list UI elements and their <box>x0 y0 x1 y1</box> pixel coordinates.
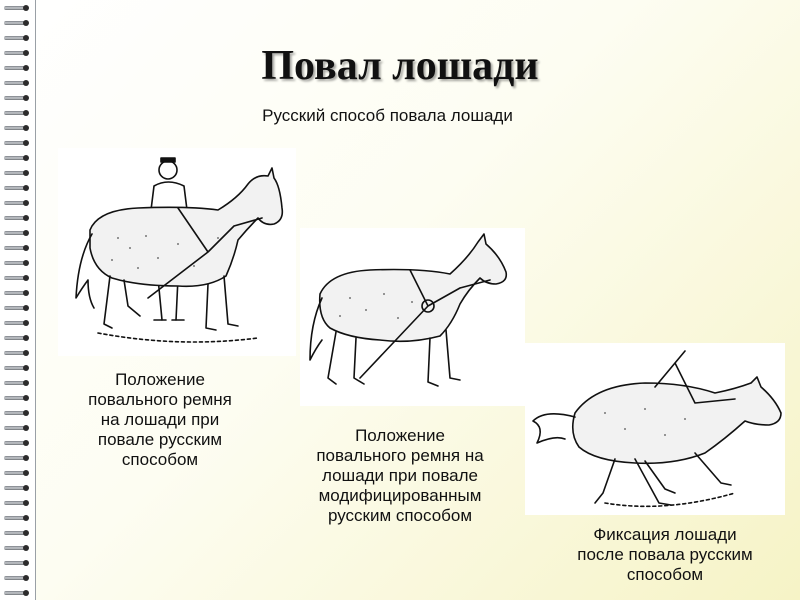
binding-hole <box>23 590 29 596</box>
binding-hole <box>23 470 29 476</box>
figure-caption-2: Положение повального ремня на лошади при повале модифицированным русским способом <box>316 426 484 525</box>
slide-subtitle: Русский способ повала лошади <box>262 106 513 125</box>
binding-hole <box>23 350 29 356</box>
binding-hole <box>23 245 29 251</box>
binding-hole <box>23 80 29 86</box>
binding-hole <box>23 455 29 461</box>
binding-hole <box>23 260 29 266</box>
binding-hole <box>23 275 29 281</box>
binding-hole <box>23 290 29 296</box>
binding-hole <box>23 560 29 566</box>
binding-hole <box>23 305 29 311</box>
binding-hole <box>23 485 29 491</box>
binding-hole <box>23 95 29 101</box>
binding-hole <box>23 35 29 41</box>
binding-hole <box>23 125 29 131</box>
binding-hole <box>23 395 29 401</box>
binding-hole <box>23 545 29 551</box>
binding-hole <box>23 335 29 341</box>
binding-hole <box>23 530 29 536</box>
figure-caption-1: Положение повального ремня на лошади при повале русским способом <box>88 370 232 469</box>
horse-fallen-fixed-illustration <box>525 343 785 515</box>
spiral-binding <box>0 0 36 600</box>
binding-hole <box>23 380 29 386</box>
binding-hole <box>23 5 29 11</box>
binding-hole <box>23 365 29 371</box>
binding-hole <box>23 50 29 56</box>
horse-standing-strapped-illustration <box>300 228 525 406</box>
binding-hole <box>23 200 29 206</box>
horse-with-handler-illustration <box>58 148 296 356</box>
binding-hole <box>23 230 29 236</box>
binding-hole <box>23 515 29 521</box>
binding-hole <box>23 575 29 581</box>
binding-hole <box>23 425 29 431</box>
binding-hole <box>23 185 29 191</box>
slide-title: Повал лошади <box>261 43 539 89</box>
binding-hole <box>23 155 29 161</box>
binding-hole <box>23 215 29 221</box>
binding-hole <box>23 500 29 506</box>
figure-caption-3: Фиксация лошади после повала русским способом <box>577 525 753 584</box>
binding-hole <box>23 65 29 71</box>
binding-hole <box>23 410 29 416</box>
binding-hole <box>23 20 29 26</box>
binding-hole <box>23 110 29 116</box>
binding-hole <box>23 440 29 446</box>
binding-hole <box>23 170 29 176</box>
binding-hole <box>23 320 29 326</box>
binding-hole <box>23 140 29 146</box>
